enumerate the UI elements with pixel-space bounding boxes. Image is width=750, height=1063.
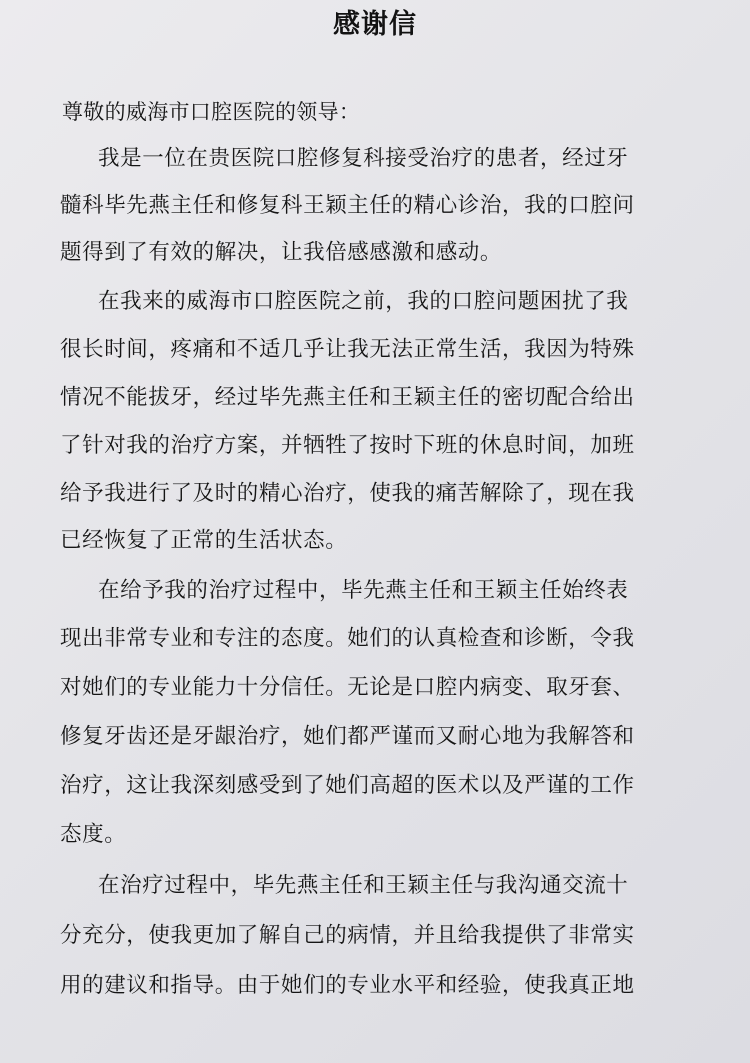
paragraph-4-line-3: 用的建议和指导。由于她们的专业水平和经验，使我真正地 <box>60 973 635 998</box>
paragraph-4-line-1: 在治疗过程中，毕先燕主任和王颖主任与我沟通交流十 <box>98 873 629 898</box>
paragraph-3-line-5: 治疗，这让我深刻感受到了她们高超的医术以及严谨的工作 <box>60 773 635 798</box>
paragraph-4-line-2: 分充分，使我更加了解自己的病情，并且给我提供了非常实 <box>60 923 635 948</box>
paragraph-1-line-1: 我是一位在贵医院口腔修复科接受治疗的患者，经过牙 <box>98 146 629 171</box>
paragraph-2-line-6: 已经恢复了正常的生活状态。 <box>60 528 348 553</box>
paragraph-1-line-2: 髓科毕先燕主任和修复科王颖主任的精心诊治，我的口腔问 <box>60 193 635 218</box>
paragraph-1-line-3: 题得到了有效的解决，让我倍感感激和感动。 <box>60 240 503 265</box>
paragraph-3-line-3: 对她们的专业能力十分信任。无论是口腔内病变、取牙套、 <box>60 675 635 700</box>
paragraph-2-line-1: 在我来的威海市口腔医院之前，我的口腔问题困扰了我 <box>98 289 629 314</box>
paragraph-2-line-5: 给予我进行了及时的精心治疗，使我的痛苦解除了，现在我 <box>60 481 635 506</box>
paragraph-2-line-4: 了针对我的治疗方案，并牺牲了按时下班的休息时间，加班 <box>60 433 635 458</box>
paragraph-2-line-3: 情况不能拔牙，经过毕先燕主任和王颖主任的密切配合给出 <box>60 385 635 410</box>
paragraph-3-line-4: 修复牙齿还是牙龈治疗，她们都严谨而又耐心地为我解答和 <box>60 724 635 749</box>
letter-greeting: 尊敬的威海市口腔医院的领导： <box>62 100 361 124</box>
paragraph-2-line-2: 很长时间，疼痛和不适几乎让我无法正常生活，我因为特殊 <box>60 337 635 362</box>
paragraph-3-line-1: 在给予我的治疗过程中，毕先燕主任和王颖主任始终表 <box>98 578 629 603</box>
letter-title: 感谢信 <box>333 9 417 40</box>
paragraph-3-line-6: 态度。 <box>60 822 127 847</box>
paragraph-3-line-2: 现出非常专业和专注的态度。她们的认真检查和诊断，令我 <box>60 626 635 651</box>
